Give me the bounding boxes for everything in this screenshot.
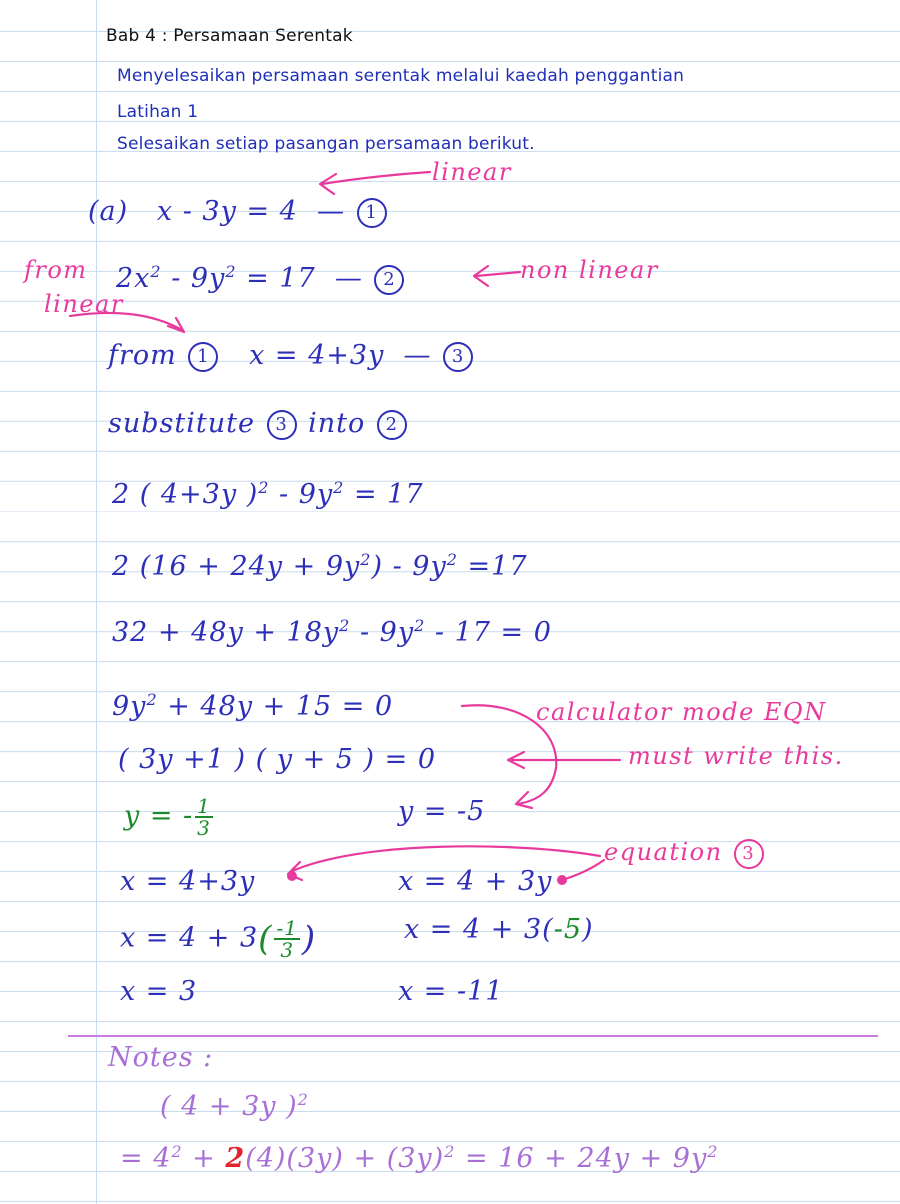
arrow-equation-3 — [288, 846, 600, 880]
work-line-2: 2 $(16 + 24y + 9y^2) - 9y^2 =17$ — [112, 550, 528, 582]
arrow-linear — [320, 172, 430, 194]
subtitle: Menyelesaikan persamaan serentak melalui kaedah penggantian — [117, 66, 685, 86]
eq3-ref-circle: 3 — [443, 342, 473, 372]
equation3-text: equation — [604, 838, 723, 866]
x-left-1: x = 4+3y — [120, 866, 256, 897]
y1-num: 1 — [197, 794, 211, 818]
work-line-4: $9y^2 + 48y + 15 = 0$ — [112, 690, 394, 722]
equation3-circle: 3 — [734, 839, 764, 869]
exercise-label: Latihan 1 — [117, 102, 199, 122]
line4-b: + 48y + 15 = 0 — [167, 691, 394, 722]
part-label: (a) — [88, 196, 129, 227]
x-right-1: x = 4 + 3y — [398, 866, 553, 897]
line1-c: = 17 — [353, 479, 424, 510]
line1-a: 2 ( 4+3y ) — [112, 479, 259, 510]
eq3-text: x = 4+3y — [249, 340, 385, 371]
notes-line2-a: = 4 — [120, 1143, 172, 1174]
arrow-non-linear — [474, 266, 520, 286]
notes-line2-d: = 16 + 24y + 9y — [465, 1143, 708, 1174]
instruction: Selesaikan setiap pasangan persamaan berikut. — [117, 134, 535, 154]
notes-heading: Notes : — [108, 1042, 214, 1073]
x-left-3: x = 3 — [120, 976, 198, 1007]
from-line: from 1 x = 4+3y — 3 — [108, 340, 475, 372]
y2: y = -5 — [398, 796, 486, 827]
page-title: Bab 4 : Persamaan Serentak — [106, 26, 353, 46]
eq2-b: - 9y — [171, 263, 226, 294]
annotation-from: from — [24, 256, 88, 284]
line5: ( 3y +1 ) ( y + 5 ) = 0 — [118, 744, 437, 775]
x-right-3: x = -11 — [398, 976, 504, 1007]
annotation-non-linear: non linear — [520, 256, 659, 284]
annotation-linear-2: linear — [44, 290, 124, 318]
arrow-from-linear — [70, 313, 184, 332]
y1-den: 3 — [197, 816, 211, 840]
notes-line2-b: + — [192, 1143, 216, 1174]
notes-line2-c: (4)(3y) + (3y) — [245, 1143, 445, 1174]
arrow-dot-left — [287, 871, 297, 881]
eq1-text: x - 3y = 4 — [156, 196, 298, 227]
notes-line2-red: 2 — [225, 1143, 246, 1174]
line1-b: - 9y — [279, 479, 334, 510]
work-line-1: 2 ( 4+3y )$^2 - 9y^2 = 17$ — [112, 478, 424, 510]
line3-a: 32 + 48y + 18y — [112, 617, 340, 648]
annotation-linear: linear — [432, 158, 512, 186]
x-left-2-num: -1 — [276, 916, 298, 940]
line2-a: 2 (16 + 24y + 9y — [112, 551, 361, 582]
notes-line-2: = $4^2 + 2(4)(3y) + (3y)^2 = 16 + 24y + 9y^2$ — [120, 1142, 719, 1174]
x-left-2a: x = 4 + 3 — [120, 922, 259, 954]
equation-1: (a) x - 3y = 4 — 1 — [88, 196, 389, 228]
paren-open: ( — [258, 919, 273, 959]
eq2-ref-circle: 2 — [374, 265, 404, 295]
annotation-calculator-mode: calculator mode EQN — [536, 698, 827, 726]
arrow-equation-3-right — [562, 860, 604, 880]
into-ref-circle: 2 — [377, 410, 407, 440]
work-line-3: $32 + 48y + 18y^2 - 9y^2 - 17 = 0$ — [112, 616, 552, 648]
eq2-c: = 17 — [246, 263, 316, 294]
sub-ref-circle: 3 — [267, 410, 297, 440]
arrow-calc-mode — [462, 705, 556, 808]
eq1-ref-circle: 1 — [357, 198, 387, 228]
line2-c: =17 — [467, 551, 528, 582]
x-right-2c: ) — [582, 914, 594, 945]
sub-text: substitute — [108, 408, 255, 439]
eq2-a: 2x — [116, 263, 151, 294]
line3-b: - 9y — [359, 617, 415, 648]
x-left-2-den: 3 — [280, 938, 295, 962]
line4-a: 9y — [112, 691, 147, 722]
notes-sup: 2 — [297, 1090, 309, 1109]
notes-line1-text: ( 4 + 3y ) — [160, 1091, 298, 1122]
line3-c: - 17 = 0 — [434, 617, 552, 648]
y1-prefix: y = - — [124, 800, 194, 832]
annotation-must-write: must write this. — [628, 742, 844, 770]
paren-close: ) — [301, 919, 317, 959]
into-text: into — [308, 408, 366, 439]
from-text: from — [108, 340, 177, 371]
x-right-2a: x = 4 + 3( — [404, 914, 554, 945]
arrow-dot-right — [557, 875, 567, 885]
x-right-2b: -5 — [553, 914, 583, 945]
arrow-must-write — [508, 752, 620, 768]
equation-2: $2x^2 - 9y^2 = 17$ — 2 — [116, 262, 406, 295]
from-ref-circle: 1 — [188, 342, 218, 372]
line2-b: ) - 9y — [371, 551, 447, 582]
